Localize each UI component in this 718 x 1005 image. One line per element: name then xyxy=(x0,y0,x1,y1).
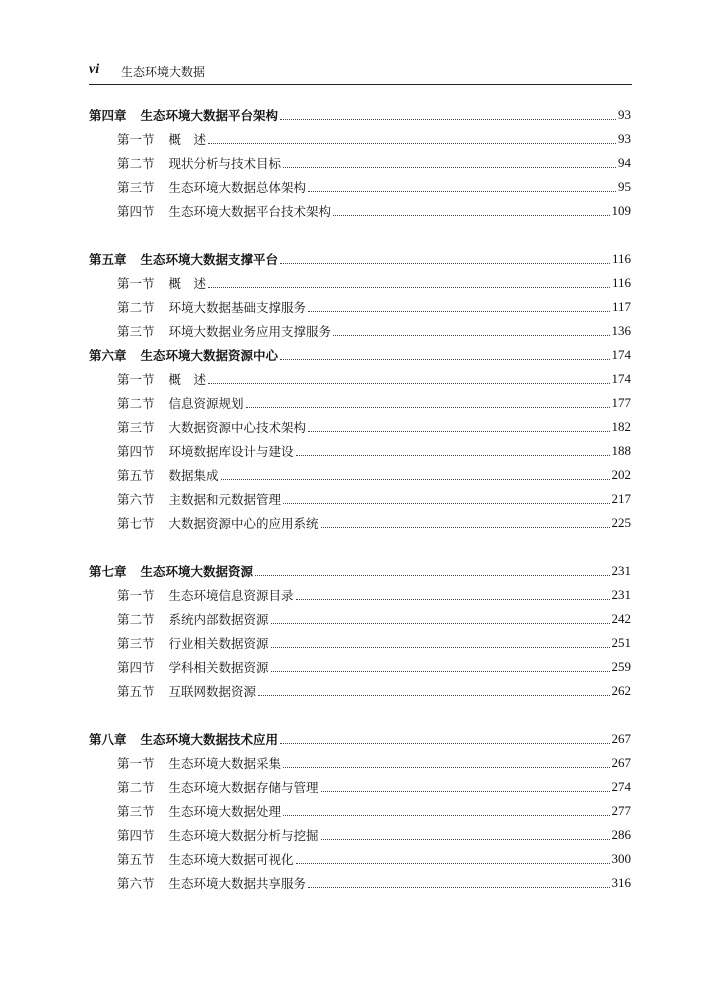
section-label: 第七节 xyxy=(117,516,155,531)
section-label: 第二节 xyxy=(117,612,155,627)
section-label: 第一节 xyxy=(117,756,155,771)
toc-section-row[interactable] xyxy=(89,415,631,439)
toc-section-row[interactable] xyxy=(89,655,631,679)
section-label: 第二节 xyxy=(117,396,155,411)
toc-section-row[interactable] xyxy=(89,775,631,799)
dot-leader xyxy=(208,143,616,144)
section-title: 环境大数据业务应用支撑服务 xyxy=(168,324,332,339)
page-ref: 93 xyxy=(618,131,631,146)
page-ref: 267 xyxy=(611,731,631,746)
dot-leader xyxy=(271,647,610,648)
page-ref: 277 xyxy=(611,803,631,818)
section-label: 第三节 xyxy=(117,420,155,435)
dot-leader xyxy=(283,167,616,168)
page-ref: 136 xyxy=(611,323,631,338)
section-title: 生态环境大数据分析与挖掘 xyxy=(168,828,319,843)
page-ref: 188 xyxy=(611,443,631,458)
toc-section-row[interactable] xyxy=(89,439,631,463)
page-ref: 174 xyxy=(611,371,631,386)
toc-section-row[interactable] xyxy=(89,511,631,535)
section-label: 第三节 xyxy=(117,804,155,819)
toc-section-row[interactable] xyxy=(89,463,631,487)
section-label: 第四节 xyxy=(117,828,155,843)
section-title: 生态环境大数据共享服务 xyxy=(168,876,307,891)
page-ref: 225 xyxy=(611,515,631,530)
chapter-title: 生态环境大数据资源 xyxy=(140,564,254,579)
chapter-title: 生态环境大数据支撑平台 xyxy=(140,252,279,267)
page-ref: 116 xyxy=(611,251,631,266)
section-label: 第三节 xyxy=(117,636,155,651)
dot-leader xyxy=(296,455,610,456)
toc-section-row[interactable] xyxy=(89,607,631,631)
page-ref: 116 xyxy=(611,275,631,290)
section-label: 第一节 xyxy=(117,132,155,147)
page-ref: 109 xyxy=(611,203,631,218)
page-ref: 94 xyxy=(618,155,631,170)
section-label: 第四节 xyxy=(117,204,155,219)
dot-leader xyxy=(280,743,609,744)
section-title: 生态环境大数据可视化 xyxy=(168,852,294,867)
dot-leader xyxy=(280,359,609,360)
chapter-label: 第八章 xyxy=(89,732,127,747)
section-title: 主数据和元数据管理 xyxy=(168,492,282,507)
dot-leader xyxy=(221,479,610,480)
dot-leader xyxy=(271,623,610,624)
dot-leader xyxy=(308,311,610,312)
page-ref: 231 xyxy=(611,563,631,578)
toc-section-row[interactable] xyxy=(89,127,631,151)
toc-section-row[interactable] xyxy=(89,367,631,391)
dot-leader xyxy=(283,503,609,504)
toc-section-row[interactable] xyxy=(89,847,631,871)
toc-section-row[interactable] xyxy=(89,151,631,175)
page-ref: 259 xyxy=(611,659,631,674)
section-label: 第一节 xyxy=(117,372,155,387)
page-ref: 117 xyxy=(611,299,631,314)
section-label: 第五节 xyxy=(117,852,155,867)
page-ref: 274 xyxy=(611,779,631,794)
toc-section-row[interactable] xyxy=(89,199,631,223)
toc-section-row[interactable] xyxy=(89,295,631,319)
page-ref: 174 xyxy=(611,347,631,362)
section-title: 生态环境大数据采集 xyxy=(168,756,282,771)
section-label: 第五节 xyxy=(117,468,155,483)
section-label: 第一节 xyxy=(117,588,155,603)
page-ref: 217 xyxy=(611,491,631,506)
chapter-title: 生态环境大数据资源中心 xyxy=(140,348,279,363)
dot-leader xyxy=(296,863,610,864)
dot-leader xyxy=(280,263,610,264)
toc-chapter-row[interactable] xyxy=(89,247,631,271)
dot-leader xyxy=(208,287,610,288)
dot-leader xyxy=(283,815,609,816)
section-title: 环境大数据基础支撑服务 xyxy=(168,300,307,315)
dot-leader xyxy=(321,527,610,528)
section-title: 环境数据库设计与建设 xyxy=(168,444,294,459)
section-title: 行业相关数据资源 xyxy=(168,636,269,651)
page-ref: 262 xyxy=(611,683,631,698)
toc-section-row[interactable] xyxy=(89,799,631,823)
chapter-label: 第七章 xyxy=(89,564,127,579)
section-title: 大数据资源中心技术架构 xyxy=(168,420,307,435)
section-title: 概 述 xyxy=(168,276,207,291)
chapter-label: 第五章 xyxy=(89,252,127,267)
section-title: 数据集成 xyxy=(168,468,219,483)
toc-section-row[interactable] xyxy=(89,823,631,847)
page-ref: 242 xyxy=(611,611,631,626)
section-label: 第六节 xyxy=(117,492,155,507)
section-label: 第五节 xyxy=(117,684,155,699)
page-ref: 202 xyxy=(611,467,631,482)
dot-leader xyxy=(258,695,609,696)
section-title: 生态环境大数据平台技术架构 xyxy=(168,204,332,219)
dot-leader xyxy=(308,191,616,192)
section-label: 第六节 xyxy=(117,876,155,891)
dot-leader xyxy=(271,671,610,672)
section-label: 第三节 xyxy=(117,324,155,339)
section-title: 生态环境信息资源目录 xyxy=(168,588,294,603)
section-label: 第一节 xyxy=(117,276,155,291)
dot-leader xyxy=(321,791,610,792)
section-label: 第三节 xyxy=(117,180,155,195)
running-title: 生态环境大数据 xyxy=(121,65,206,79)
toc-chapter-row[interactable] xyxy=(89,559,631,583)
section-label: 第二节 xyxy=(117,780,155,795)
chapter-label: 第四章 xyxy=(89,108,127,123)
dot-leader xyxy=(321,839,610,840)
toc-section-row[interactable] xyxy=(89,271,631,295)
section-title: 系统内部数据资源 xyxy=(168,612,269,627)
toc-section-row[interactable] xyxy=(89,679,631,703)
dot-leader xyxy=(308,887,609,888)
section-title: 学科相关数据资源 xyxy=(168,660,269,675)
page-ref: 93 xyxy=(618,107,631,122)
section-title: 生态环境大数据处理 xyxy=(168,804,282,819)
section-label: 第二节 xyxy=(117,156,155,171)
section-label: 第四节 xyxy=(117,444,155,459)
dot-leader xyxy=(208,383,609,384)
toc-chapter-row[interactable] xyxy=(89,727,631,751)
page-ref: 182 xyxy=(611,419,631,434)
page-ref: 231 xyxy=(611,587,631,602)
toc-section-row[interactable] xyxy=(89,487,631,511)
page-ref: 316 xyxy=(611,875,631,890)
chapter-label: 第六章 xyxy=(89,348,127,363)
page-ref: 286 xyxy=(611,827,631,842)
chapter-title: 生态环境大数据技术应用 xyxy=(140,732,279,747)
toc-section-row[interactable] xyxy=(89,391,631,415)
toc-section-row[interactable] xyxy=(89,871,631,895)
section-label: 第四节 xyxy=(117,660,155,675)
section-title: 生态环境大数据存储与管理 xyxy=(168,780,319,795)
dot-leader xyxy=(333,215,609,216)
dot-leader xyxy=(296,599,610,600)
page-ref: 300 xyxy=(611,851,631,866)
page-ref: 177 xyxy=(611,395,631,410)
page-ref: 95 xyxy=(618,179,631,194)
dot-leader xyxy=(246,407,610,408)
dot-leader xyxy=(333,335,609,336)
chapter-title: 生态环境大数据平台架构 xyxy=(140,108,279,123)
table-of-contents xyxy=(89,103,631,895)
dot-leader xyxy=(280,119,616,120)
page-ref: 251 xyxy=(611,635,631,650)
toc-section-row[interactable] xyxy=(89,319,631,343)
dot-leader xyxy=(283,767,609,768)
page-header xyxy=(89,62,632,85)
section-title: 信息资源规划 xyxy=(168,396,244,411)
section-title: 生态环境大数据总体架构 xyxy=(168,180,307,195)
section-title: 概 述 xyxy=(168,372,207,387)
toc-chapter-row[interactable] xyxy=(89,343,631,367)
section-label: 第二节 xyxy=(117,300,155,315)
section-title: 现状分析与技术目标 xyxy=(168,156,282,171)
section-title: 概 述 xyxy=(168,132,207,147)
toc-section-row[interactable] xyxy=(89,583,631,607)
dot-leader xyxy=(308,431,609,432)
section-title: 互联网数据资源 xyxy=(168,684,257,699)
toc-section-row[interactable] xyxy=(89,631,631,655)
page-ref: 267 xyxy=(611,755,631,770)
toc-chapter-row[interactable] xyxy=(89,103,631,127)
section-title: 大数据资源中心的应用系统 xyxy=(168,516,319,531)
dot-leader xyxy=(255,575,609,576)
page-number: vi xyxy=(89,62,100,77)
toc-section-row[interactable] xyxy=(89,175,631,199)
toc-section-row[interactable] xyxy=(89,751,631,775)
